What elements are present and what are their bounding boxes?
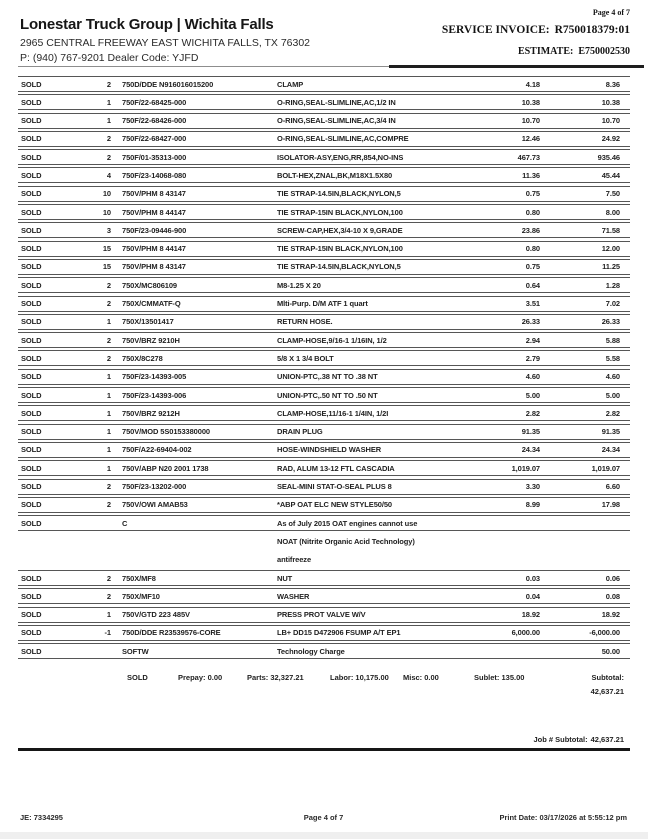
table-row [18, 442, 630, 458]
row-unit-price: 3.51 [525, 299, 540, 309]
row-quantity: 15 [102, 244, 111, 254]
row-quantity: 1 [106, 610, 111, 620]
row-description: HOSE-WINDSHIELD WASHER [277, 445, 382, 455]
table-row [18, 314, 630, 330]
table-row [18, 204, 630, 220]
row-part-number: 750F/23-14068-080 [122, 170, 187, 180]
row-part-number: 750V/PHM 8 44147 [122, 207, 186, 217]
service-invoice-value: R750018379:01 [554, 24, 630, 36]
row-total-price: 45.44 [601, 170, 620, 180]
row-quantity: 1 [106, 463, 111, 473]
row-total-price: 17.98 [601, 500, 620, 510]
row-unit-price: 4.60 [525, 372, 540, 382]
table-row [18, 350, 630, 366]
row-unit-price: 3.30 [525, 482, 540, 492]
line-items-table [18, 76, 630, 662]
row-total-price: 8.36 [605, 79, 620, 89]
table-row [18, 607, 630, 623]
row-quantity: 2 [106, 152, 111, 162]
table-row [18, 424, 630, 440]
row-unit-price: 24.34 [521, 445, 540, 455]
row-total-price: 1,019.07 [591, 463, 620, 473]
summary-status: SOLD [127, 673, 148, 682]
table-row [18, 113, 630, 129]
row-quantity: 2 [106, 591, 111, 601]
estimate-number [442, 46, 630, 57]
row-status: SOLD [21, 372, 42, 382]
row-quantity: 2 [106, 335, 111, 345]
row-unit-price: 467.73 [517, 152, 540, 162]
row-quantity: 1 [106, 390, 111, 400]
row-description: PRESS PROT VALVE W/V [277, 610, 366, 620]
row-description: TIE STRAP-15IN BLACK,NYLON,100 [277, 207, 403, 217]
row-status: SOLD [21, 500, 42, 510]
table-row [18, 296, 630, 312]
row-description: CLAMP-HOSE,9/16-1 1/16IN, 1/2 [277, 335, 387, 345]
service-invoice-number [442, 24, 630, 36]
row-status: SOLD [21, 262, 42, 272]
row-description: Technology Charge [277, 646, 345, 656]
row-status: SOLD [21, 244, 42, 254]
table-row [18, 479, 630, 495]
row-status: SOLD [21, 610, 42, 620]
row-unit-price: 23.86 [521, 225, 540, 235]
row-part-number: 750F/22-68425-000 [122, 97, 187, 107]
table-row [18, 515, 630, 531]
row-quantity: 2 [106, 280, 111, 290]
row-unit-price: 2.79 [525, 353, 540, 363]
table-row [18, 369, 630, 385]
estimate-value: E750002530 [578, 46, 630, 57]
row-total-price: -6,000.00 [589, 628, 620, 638]
table-row [18, 643, 630, 659]
row-quantity: 2 [106, 134, 111, 144]
row-total-price: 4.60 [605, 372, 620, 382]
row-description: ISOLATOR-ASY,ENG,RR,854,NO-INS [277, 152, 404, 162]
row-total-price: 10.70 [601, 116, 620, 126]
estimate-label: ESTIMATE: [517, 46, 574, 57]
row-quantity: -1 [104, 628, 111, 638]
summary-item: Prepay: 0.00 [178, 673, 223, 682]
row-status: SOLD [21, 427, 42, 437]
row-quantity: 1 [106, 408, 111, 418]
row-quantity: 2 [106, 299, 111, 309]
row-status: SOLD [21, 299, 42, 309]
row-unit-price: 0.04 [525, 591, 540, 601]
row-quantity: 4 [106, 170, 111, 180]
row-status: SOLD [21, 134, 42, 144]
row-unit-price: 0.75 [525, 262, 540, 272]
row-total-price: 11.25 [602, 262, 620, 272]
row-unit-price: 18.92 [521, 610, 540, 620]
row-part-number: 750D/DDE N916016015200 [122, 79, 214, 89]
row-part-number: 750V/BRZ 9210H [122, 335, 180, 345]
row-status: SOLD [21, 189, 42, 199]
row-description: TIE STRAP-14.5IN,BLACK,NYLON,5 [277, 262, 401, 272]
row-description: O-RING,SEAL-SLIMLINE,AC,COMPRE [277, 134, 409, 144]
row-unit-price: 4.18 [525, 79, 540, 89]
row-unit-price: 12.46 [521, 134, 540, 144]
summary-subtotal-label: Subtotal: [591, 673, 624, 682]
row-description: BOLT-HEX,ZNAL,BK,M18X1.5X80 [277, 170, 393, 180]
row-quantity: 1 [106, 317, 111, 327]
row-description: CLAMP [277, 79, 304, 89]
row-description: antifreeze [277, 555, 312, 565]
row-total-price: 50.00 [601, 646, 620, 656]
table-row [18, 552, 630, 568]
row-description: TIE STRAP-14.5IN,BLACK,NYLON,5 [277, 189, 401, 199]
row-quantity: 10 [102, 189, 111, 199]
footer-page-indicator: Page 4 of 7 [303, 813, 344, 822]
table-row [18, 570, 630, 586]
row-quantity: 2 [106, 482, 111, 492]
row-status: SOLD [21, 280, 42, 290]
row-description: TIE STRAP-15IN BLACK,NYLON,100 [277, 244, 403, 254]
row-status: SOLD [21, 79, 42, 89]
row-unit-price: 0.80 [525, 207, 540, 217]
row-status: SOLD [21, 390, 42, 400]
row-unit-price: 2.82 [525, 408, 540, 418]
row-part-number: 750X/MC806109 [122, 280, 177, 290]
row-unit-price: 6,000.00 [511, 628, 540, 638]
row-part-number: 750F/23-14393-005 [122, 372, 187, 382]
row-part-number: 750V/ABP N20 2001 1738 [122, 463, 209, 473]
row-total-price: 935.46 [597, 152, 620, 162]
row-status: SOLD [21, 152, 42, 162]
row-total-price: 91.35 [601, 427, 620, 437]
table-row [18, 167, 630, 183]
page-indicator-top: Page 4 of 7 [592, 8, 630, 17]
summary-item: Labor: 10,175.00 [330, 673, 389, 682]
row-status: SOLD [21, 445, 42, 455]
row-status: SOLD [21, 170, 42, 180]
row-part-number: 750X/MF10 [122, 591, 160, 601]
row-part-number: 750D/DDE R23539576-CORE [122, 628, 221, 638]
row-part-number: 750F/22-68427-000 [122, 134, 187, 144]
row-status: SOLD [21, 335, 42, 345]
row-quantity: 3 [106, 225, 111, 235]
summary-item: Misc: 0.00 [403, 673, 439, 682]
row-description: O-RING,SEAL-SLIMLINE,AC,3/4 IN [277, 116, 396, 126]
table-row [18, 625, 630, 641]
row-status: SOLD [21, 225, 42, 235]
row-unit-price: 1,019.07 [511, 463, 540, 473]
row-description: NUT [277, 573, 293, 583]
table-row [18, 94, 630, 110]
row-part-number: 750V/PHM 8 44147 [122, 244, 186, 254]
row-total-price: 24.34 [601, 445, 620, 455]
row-status: SOLD [21, 116, 42, 126]
row-status: SOLD [21, 573, 42, 583]
table-row [18, 460, 630, 476]
company-name: Lonestar Truck Group | Wichita Falls [20, 16, 274, 33]
row-unit-price: 10.70 [521, 116, 540, 126]
row-total-price: 71.58 [601, 225, 620, 235]
row-description: NOAT (Nitrite Organic Acid Technology) [277, 536, 415, 546]
table-row [18, 497, 630, 513]
row-description: 5/8 X 1 3/4 BOLT [277, 353, 334, 363]
row-description: As of July 2015 OAT engines cannot use [277, 518, 418, 528]
row-total-price: 5.88 [605, 335, 620, 345]
row-description: *ABP OAT ELC NEW STYLE50/50 [277, 500, 392, 510]
table-row [18, 149, 630, 165]
row-quantity: 2 [106, 79, 111, 89]
row-description: O-RING,SEAL-SLIMLINE,AC,1/2 IN [277, 97, 396, 107]
row-status: SOLD [21, 646, 42, 656]
row-total-price: 6.60 [605, 482, 620, 492]
table-row [18, 332, 630, 348]
dealer-phone-line: P: (940) 767-9201 Dealer Code: YJFD [20, 52, 199, 64]
row-status: SOLD [21, 482, 42, 492]
row-unit-price: 8.99 [525, 500, 540, 510]
summary-subtotal-value: 42,637.21 [590, 687, 624, 696]
row-part-number: 750V/GTD 223 485V [122, 610, 190, 620]
row-part-number: 750F/01-35313-000 [122, 152, 187, 162]
row-total-price: 18.92 [601, 610, 620, 620]
row-description: UNION-PTC,.38 NT TO .38 NT [277, 372, 378, 382]
row-quantity: 1 [106, 116, 111, 126]
row-status: SOLD [21, 97, 42, 107]
row-part-number: 750F/23-13202-000 [122, 482, 187, 492]
row-status: SOLD [21, 207, 42, 217]
job-subtotal-label: Job # Subtotal: [533, 735, 588, 744]
row-quantity: 2 [106, 500, 111, 510]
table-row [18, 186, 630, 202]
table-row [18, 533, 630, 549]
row-status: SOLD [21, 317, 42, 327]
footer-je-number: JE: 7334295 [20, 813, 63, 822]
row-unit-price: 11.36 [522, 170, 540, 180]
row-part-number: 750X/13501417 [122, 317, 174, 327]
summary-item: Parts: 32,327.21 [247, 673, 304, 682]
row-unit-price: 2.94 [525, 335, 540, 345]
row-unit-price: 0.75 [525, 189, 540, 199]
row-description: RETURN HOSE. [277, 317, 333, 327]
page-bottom-rule [18, 748, 630, 751]
row-quantity: 10 [102, 207, 111, 217]
row-status: SOLD [21, 463, 42, 473]
row-unit-price: 91.35 [521, 427, 540, 437]
row-part-number: SOFTW [122, 646, 149, 656]
row-total-price: 8.00 [605, 207, 620, 217]
table-row [18, 259, 630, 275]
row-unit-price: 10.38 [521, 97, 540, 107]
table-row [18, 588, 630, 604]
row-description: M8-1.25 X 20 [277, 280, 321, 290]
row-part-number: 750X/8C278 [122, 353, 163, 363]
row-part-number: C [122, 518, 128, 528]
row-total-price: 7.02 [605, 299, 620, 309]
row-description: DRAIN PLUG [277, 427, 323, 437]
row-part-number: 750F/22-68426-000 [122, 116, 187, 126]
table-row [18, 405, 630, 421]
row-total-price: 5.58 [605, 353, 620, 363]
job-subtotal-value: 42,637.21 [590, 735, 624, 744]
row-part-number: 750F/23-09446-900 [122, 225, 187, 235]
row-unit-price: 0.03 [525, 573, 540, 583]
table-row [18, 277, 630, 293]
row-description: SCREW-CAP,HEX,3/4-10 X 9,GRADE [277, 225, 403, 235]
row-total-price: 10.38 [601, 97, 620, 107]
row-status: SOLD [21, 353, 42, 363]
row-status: SOLD [21, 408, 42, 418]
scan-edge-band [0, 832, 648, 839]
table-row [18, 387, 630, 403]
row-total-price: 2.82 [605, 408, 620, 418]
page-footer [20, 813, 627, 822]
row-total-price: 24.92 [601, 134, 620, 144]
service-invoice-label: SERVICE INVOICE: [441, 24, 550, 36]
table-row [18, 241, 630, 257]
header-divider [18, 66, 644, 67]
row-total-price: 12.00 [601, 244, 620, 254]
header-divider-dark-segment [389, 65, 644, 68]
row-part-number: 750V/PHM 8 43147 [122, 189, 186, 199]
row-status: SOLD [21, 628, 42, 638]
row-part-number: 750F/A22-69404-002 [122, 445, 192, 455]
row-part-number: 750V/BRZ 9212H [122, 408, 180, 418]
row-part-number: 750V/PHM 8 43147 [122, 262, 186, 272]
row-unit-price: 0.64 [525, 280, 540, 290]
row-part-number: 750F/23-14393-006 [122, 390, 187, 400]
row-total-price: 26.33 [601, 317, 620, 327]
row-unit-price: 26.33 [521, 317, 540, 327]
invoice-header [442, 8, 630, 57]
dealer-address: 2965 CENTRAL FREEWAY EAST WICHITA FALLS, TX 76302 [20, 37, 311, 49]
row-description: UNION-PTC,.50 NT TO .50 NT [277, 390, 378, 400]
row-description: CLAMP-HOSE,11/16-1 1/4IN, 1/2I [277, 408, 389, 418]
footer-print-date: Print Date: 03/17/2026 at 5:55:12 pm [499, 813, 627, 822]
row-quantity: 1 [106, 372, 111, 382]
summary-item: Sublet: 135.00 [474, 673, 525, 682]
row-unit-price: 0.80 [525, 244, 540, 254]
row-status: SOLD [21, 591, 42, 601]
row-quantity: 2 [106, 353, 111, 363]
row-part-number: 750X/CMMATF-Q [122, 299, 181, 309]
table-row [18, 76, 630, 92]
row-description: SEAL-MINI STAT-O-SEAL PLUS 8 [277, 482, 392, 492]
row-total-price: 7.50 [605, 189, 620, 199]
row-total-price: 1.28 [605, 280, 620, 290]
row-description: RAD, ALUM 13-12 FTL CASCADIA [277, 463, 395, 473]
row-quantity: 2 [106, 573, 111, 583]
row-quantity: 15 [102, 262, 111, 272]
job-summary-strip [18, 670, 630, 704]
row-unit-price: 5.00 [525, 390, 540, 400]
row-part-number: 750V/OWI AMAB53 [122, 500, 188, 510]
row-quantity: 1 [106, 427, 111, 437]
dealer-header [20, 16, 310, 64]
job-subtotal [533, 735, 624, 744]
row-total-price: 0.08 [605, 591, 620, 601]
row-description: LB+ DD15 D472906 FSUMP A/T EP1 [277, 628, 401, 638]
row-quantity: 1 [106, 445, 111, 455]
row-part-number: 750V/MOD 5S0153380000 [122, 427, 210, 437]
table-row [18, 222, 630, 238]
table-row [18, 131, 630, 147]
row-total-price: 0.06 [605, 573, 620, 583]
row-description: WASHER [277, 591, 310, 601]
row-total-price: 5.00 [605, 390, 620, 400]
row-part-number: 750X/MF8 [122, 573, 156, 583]
row-quantity: 1 [106, 97, 111, 107]
row-status: SOLD [21, 518, 42, 528]
row-description: Mlti-Purp. D/M ATF 1 quart [277, 299, 368, 309]
